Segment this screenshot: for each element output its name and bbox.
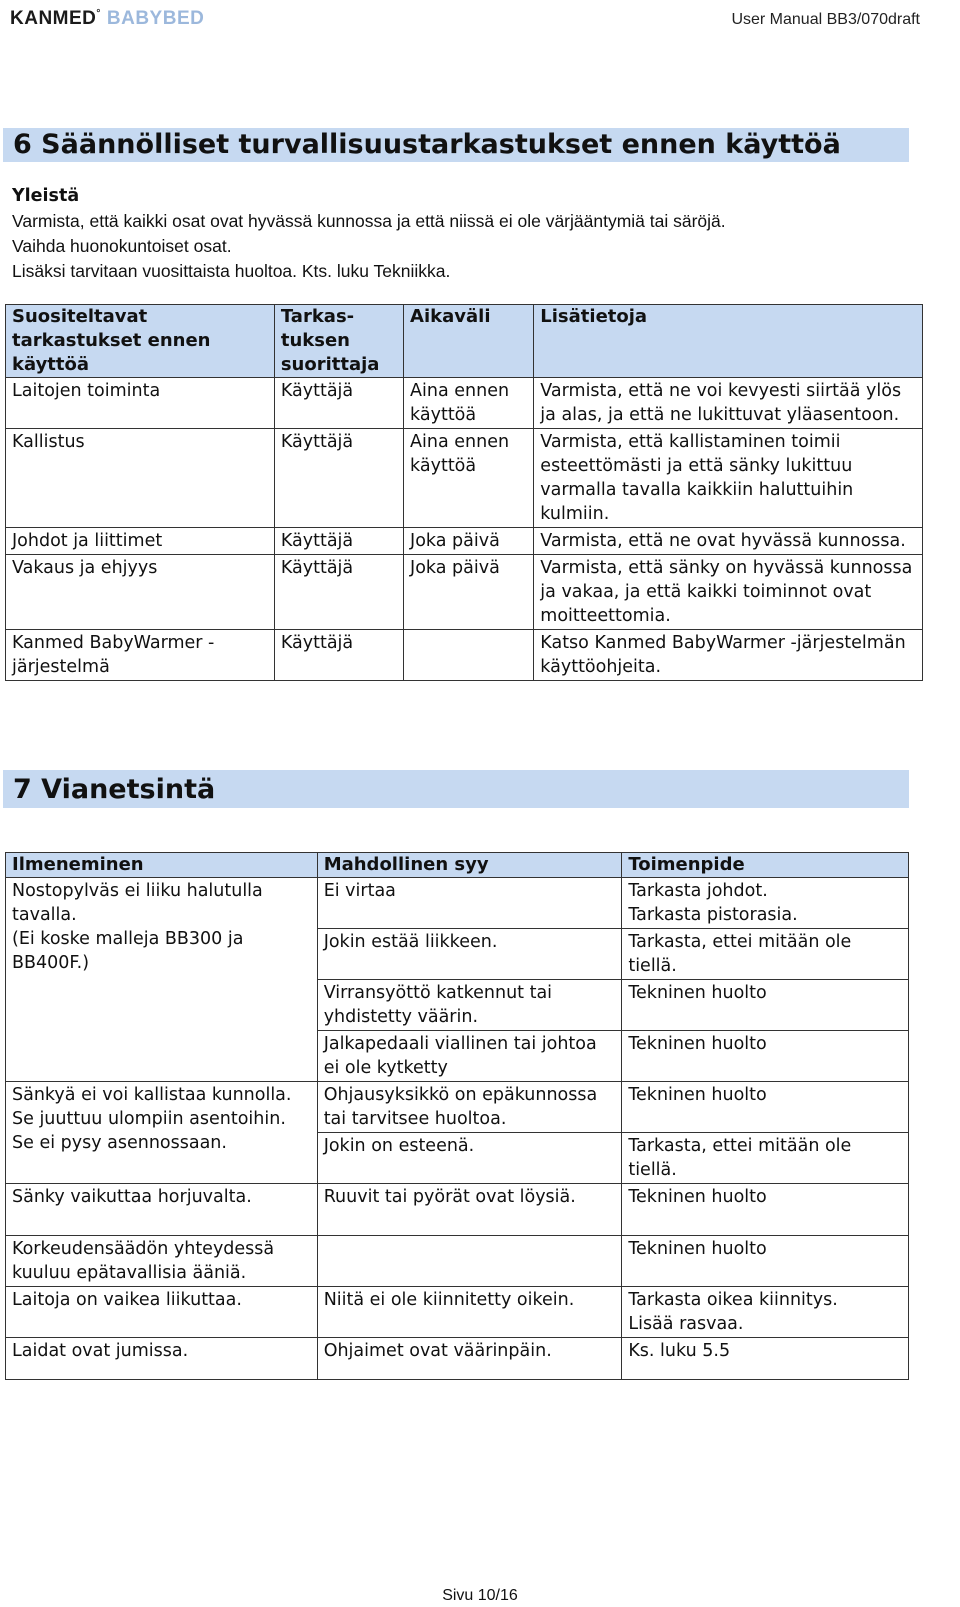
cell-symptom: Laitoja on vaikea liikuttaa. (6, 1287, 318, 1338)
cell-symptom: Korkeudensäädön yhteydessä kuuluu epätavallisia ääniä. (6, 1236, 318, 1287)
cell-info: Varmista, että ne voi kevyesti siirtää ylös ja alas, ja että ne lukittuvat yläasentoon. (534, 378, 923, 429)
cell-symptom: Sänkyä ei voi kallistaa kunnolla. Se juuttuu ulompiin asentoihin. Se ei pysy asennossaan. (6, 1082, 318, 1184)
column-header-symptom: Ilmeneminen (6, 853, 318, 878)
table-row (6, 1338, 909, 1380)
intro-subtitle: Yleistä (12, 186, 80, 206)
cell-cause: Jalkapedaali viallinen tai johtoa ei ole kytketty (317, 1031, 622, 1082)
cell-interval: Aina ennen käyttöä (404, 378, 534, 429)
cell-interval: Aina ennen käyttöä (404, 429, 534, 528)
cell-symptom: Sänky vaikuttaa horjuvalta. (6, 1184, 318, 1236)
logo-sub-text: BABYBED (106, 8, 205, 29)
cell-action: Tarkasta oikea kiinnitys. Lisää rasvaa. (622, 1287, 909, 1338)
cell-cause: Ei virtaa (317, 878, 622, 929)
table-row (6, 1184, 909, 1236)
cell-action: Tekninen huolto (622, 1184, 909, 1236)
cell-cause: Niitä ei ole kiinnitetty oikein. (317, 1287, 622, 1338)
cell-check: Kallistus (6, 429, 275, 528)
troubleshooting-table (5, 852, 909, 1380)
cell-info: Varmista, että sänky on hyvässä kunnossa ja vakaa, ja että kaikki toiminnot ovat moitteettomia. (534, 555, 923, 630)
column-header-check: Suositeltavat tarkastukset ennen käyttöä (6, 305, 275, 378)
cell-performer: Käyttäjä (274, 429, 403, 528)
cell-action: Tekninen huolto (622, 1082, 909, 1133)
section-6-heading: 6 Säännölliset turvallisuustarkastukset ennen käyttöä (3, 128, 909, 162)
section-6-intro (12, 184, 726, 284)
column-header-info: Lisätietoja (534, 305, 923, 378)
cell-check: Vakaus ja ehjyys (6, 555, 275, 630)
cell-interval: Joka päivä (404, 528, 534, 555)
cell-check: Kanmed BabyWarmer -järjestelmä (6, 630, 275, 681)
table-header-row (6, 305, 923, 378)
table-row (6, 429, 923, 528)
intro-line-3: Lisäksi tarvitaan vuosittaista huoltoa. Kts. luku Tekniikka. (12, 261, 451, 281)
table-header-row (6, 853, 909, 878)
table-row (6, 1287, 909, 1338)
page-header (0, 0, 960, 40)
cell-performer: Käyttäjä (274, 528, 403, 555)
table-row (6, 555, 923, 630)
cell-interval: Joka päivä (404, 555, 534, 630)
cell-cause: Jokin estää liikkeen. (317, 929, 622, 980)
page-number: Sivu 10/16 (442, 1587, 518, 1604)
cell-info: Varmista, että ne ovat hyvässä kunnossa. (534, 528, 923, 555)
cell-performer: Käyttäjä (274, 378, 403, 429)
cell-cause: Jokin on esteenä. (317, 1133, 622, 1184)
column-header-cause: Mahdollinen syy (317, 853, 622, 878)
intro-line-2: Vaihda huonokuntoiset osat. (12, 236, 232, 256)
section-7-heading: 7 Vianetsintä (3, 770, 909, 808)
document-reference: User Manual BB3/070draft (731, 11, 920, 28)
cell-cause: Ohjausyksikkö on epäkunnossa tai tarvitsee huoltoa. (317, 1082, 622, 1133)
table-row (6, 1082, 909, 1133)
cell-cause: Ruuvit tai pyörät ovat löysiä. (317, 1184, 622, 1236)
cell-action: Tekninen huolto (622, 1236, 909, 1287)
table-row (6, 878, 909, 929)
logo-mark: ° (96, 8, 101, 19)
table-row (6, 528, 923, 555)
column-header-action: Toimenpide (622, 853, 909, 878)
cell-interval (404, 630, 534, 681)
cell-check: Johdot ja liittimet (6, 528, 275, 555)
cell-symptom: Laidat ovat jumissa. (6, 1338, 318, 1380)
safety-checks-table (5, 304, 923, 681)
cell-info: Varmista, että kallistaminen toimii esteettömästi ja että sänky lukittuu varmalla tavalla kaikkiin haluttuihin kulmiin. (534, 429, 923, 528)
cell-action: Tarkasta, ettei mitään ole tiellä. (622, 929, 909, 980)
table-row (6, 630, 923, 681)
cell-action: Tarkasta, ettei mitään ole tiellä. (622, 1133, 909, 1184)
intro-line-1: Varmista, että kaikki osat ovat hyvässä kunnossa ja että niissä ei ole värjääntymiä tai säröjä. (12, 211, 726, 231)
table-row (6, 378, 923, 429)
cell-performer: Käyttäjä (274, 630, 403, 681)
cell-cause: Virransyöttö katkennut tai yhdistetty väärin. (317, 980, 622, 1031)
cell-action: Ks. luku 5.5 (622, 1338, 909, 1380)
column-header-interval: Aikaväli (404, 305, 534, 378)
cell-action: Tarkasta johdot. Tarkasta pistorasia. (622, 878, 909, 929)
column-header-performer: Tarkas-tuksen suorittaja (274, 305, 403, 378)
table-row (6, 1236, 909, 1287)
cell-action: Tekninen huolto (622, 1031, 909, 1082)
logo-main-text: KANMED (10, 8, 97, 29)
cell-action: Tekninen huolto (622, 980, 909, 1031)
kanmed-babybed-logo (10, 8, 204, 30)
cell-cause: Ohjaimet ovat väärinpäin. (317, 1338, 622, 1380)
cell-symptom: Nostopylväs ei liiku halutulla tavalla. (Ei koske malleja BB300 ja BB400F.) (6, 878, 318, 1082)
cell-cause (317, 1236, 622, 1287)
cell-performer: Käyttäjä (274, 555, 403, 630)
cell-check: Laitojen toiminta (6, 378, 275, 429)
cell-info: Katso Kanmed BabyWarmer -järjestelmän käyttöohjeita. (534, 630, 923, 681)
